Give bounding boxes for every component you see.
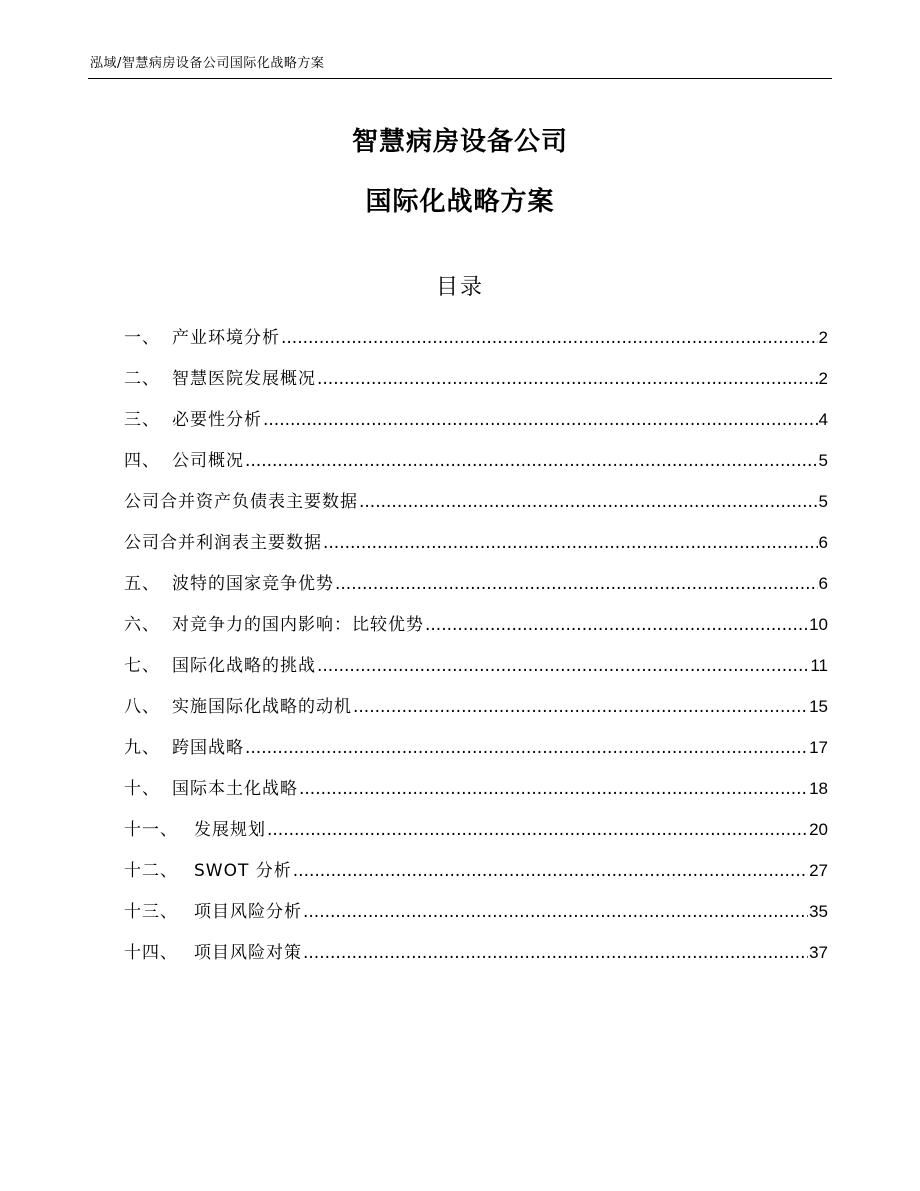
toc-dot-leader [335,574,818,594]
toc-entry-title: 智慧医院发展概况 [172,369,316,389]
toc-entry-title: 国际化战略的挑战 [172,656,316,676]
table-of-contents [124,323,828,979]
toc-entry-title: 公司合并利润表主要数据 [124,533,322,553]
toc-dot-leader [245,738,808,758]
toc-entry-page: 27 [809,861,828,880]
toc-entry-number: 八、 [124,697,160,717]
running-header: 泓域/智慧病房设备公司国际化战略方案 [90,56,325,71]
toc-dot-leader [303,943,808,963]
toc-entry-page: 20 [809,820,828,839]
toc-entry-title: 项目风险分析 [194,902,302,922]
toc-entry-page: 5 [818,492,828,511]
toc-dot-leader [359,492,818,512]
toc-entry[interactable] [124,897,828,938]
toc-dot-leader [353,697,808,717]
toc-entry-title: SWOT 分析 [194,861,292,881]
toc-heading: 目录 [435,275,484,300]
toc-entry-title: 跨国战略 [172,738,244,758]
toc-dot-leader [245,451,818,471]
toc-entry[interactable] [124,815,828,856]
toc-entry[interactable] [124,323,828,364]
toc-entry-title: 公司合并资产负债表主要数据 [124,492,358,512]
toc-entry-title: 产业环境分析 [172,328,280,348]
toc-entry[interactable] [124,733,828,774]
toc-dot-leader [281,328,818,348]
toc-dot-leader [263,410,818,430]
toc-entry-page: 6 [818,533,828,552]
toc-entry[interactable] [124,774,828,815]
toc-entry[interactable] [124,610,828,651]
document-title-line2: 国际化战略方案 [365,187,555,217]
toc-entry[interactable] [124,528,828,569]
toc-entry-title: 公司概况 [172,451,244,471]
toc-entry-title: 发展规划 [194,820,266,840]
toc-entry-page: 35 [809,902,828,921]
header-divider [88,78,832,79]
toc-entry[interactable] [124,405,828,446]
toc-entry-number: 五、 [124,574,160,594]
toc-entry-title: 项目风险对策 [194,943,302,963]
toc-entry[interactable] [124,569,828,610]
toc-entry-page: 2 [818,328,828,347]
toc-entry-number: 十一、 [124,820,178,840]
toc-dot-leader [317,656,809,676]
toc-entry-number: 七、 [124,656,160,676]
toc-entry-number: 一、 [124,328,160,348]
toc-entry-page: 10 [809,615,828,634]
toc-dot-leader [323,533,818,553]
toc-entry-page: 2 [818,369,828,388]
toc-dot-leader [303,902,808,922]
toc-entry-page: 37 [809,943,828,962]
toc-entry-page: 4 [818,410,828,429]
toc-dot-leader [299,779,808,799]
toc-entry-number: 三、 [124,410,160,430]
toc-entry-page: 5 [818,451,828,470]
toc-entry-title: 必要性分析 [172,410,262,430]
toc-dot-leader [425,615,808,635]
toc-entry[interactable] [124,938,828,979]
toc-entry[interactable] [124,446,828,487]
toc-entry[interactable] [124,364,828,405]
toc-entry-page: 11 [810,656,828,675]
toc-entry-number: 四、 [124,451,160,471]
document-title-line1: 智慧病房设备公司 [351,127,568,157]
toc-entry-title: 波特的国家竞争优势 [172,574,334,594]
toc-entry[interactable] [124,692,828,733]
toc-entry-number: 六、 [124,615,160,635]
toc-entry-number: 十四、 [124,943,178,963]
toc-entry-number: 十三、 [124,902,178,922]
toc-entry-page: 18 [809,779,828,798]
toc-entry[interactable] [124,856,828,897]
toc-entry-number: 九、 [124,738,160,758]
toc-entry-title: 实施国际化战略的动机 [172,697,352,717]
toc-entry[interactable] [124,651,828,692]
toc-entry-page: 15 [809,697,828,716]
toc-dot-leader [293,861,808,881]
toc-dot-leader [317,369,818,389]
toc-entry-page: 17 [809,738,828,757]
toc-entry-number: 十二、 [124,861,178,881]
toc-entry[interactable] [124,487,828,528]
toc-entry-title: 对竞争力的国内影响：比较优势 [172,615,424,635]
toc-entry-number: 十、 [124,779,160,799]
toc-entry-page: 6 [818,574,828,593]
toc-entry-number: 二、 [124,369,160,389]
toc-entry-title: 国际本土化战略 [172,779,298,799]
toc-dot-leader [267,820,808,840]
